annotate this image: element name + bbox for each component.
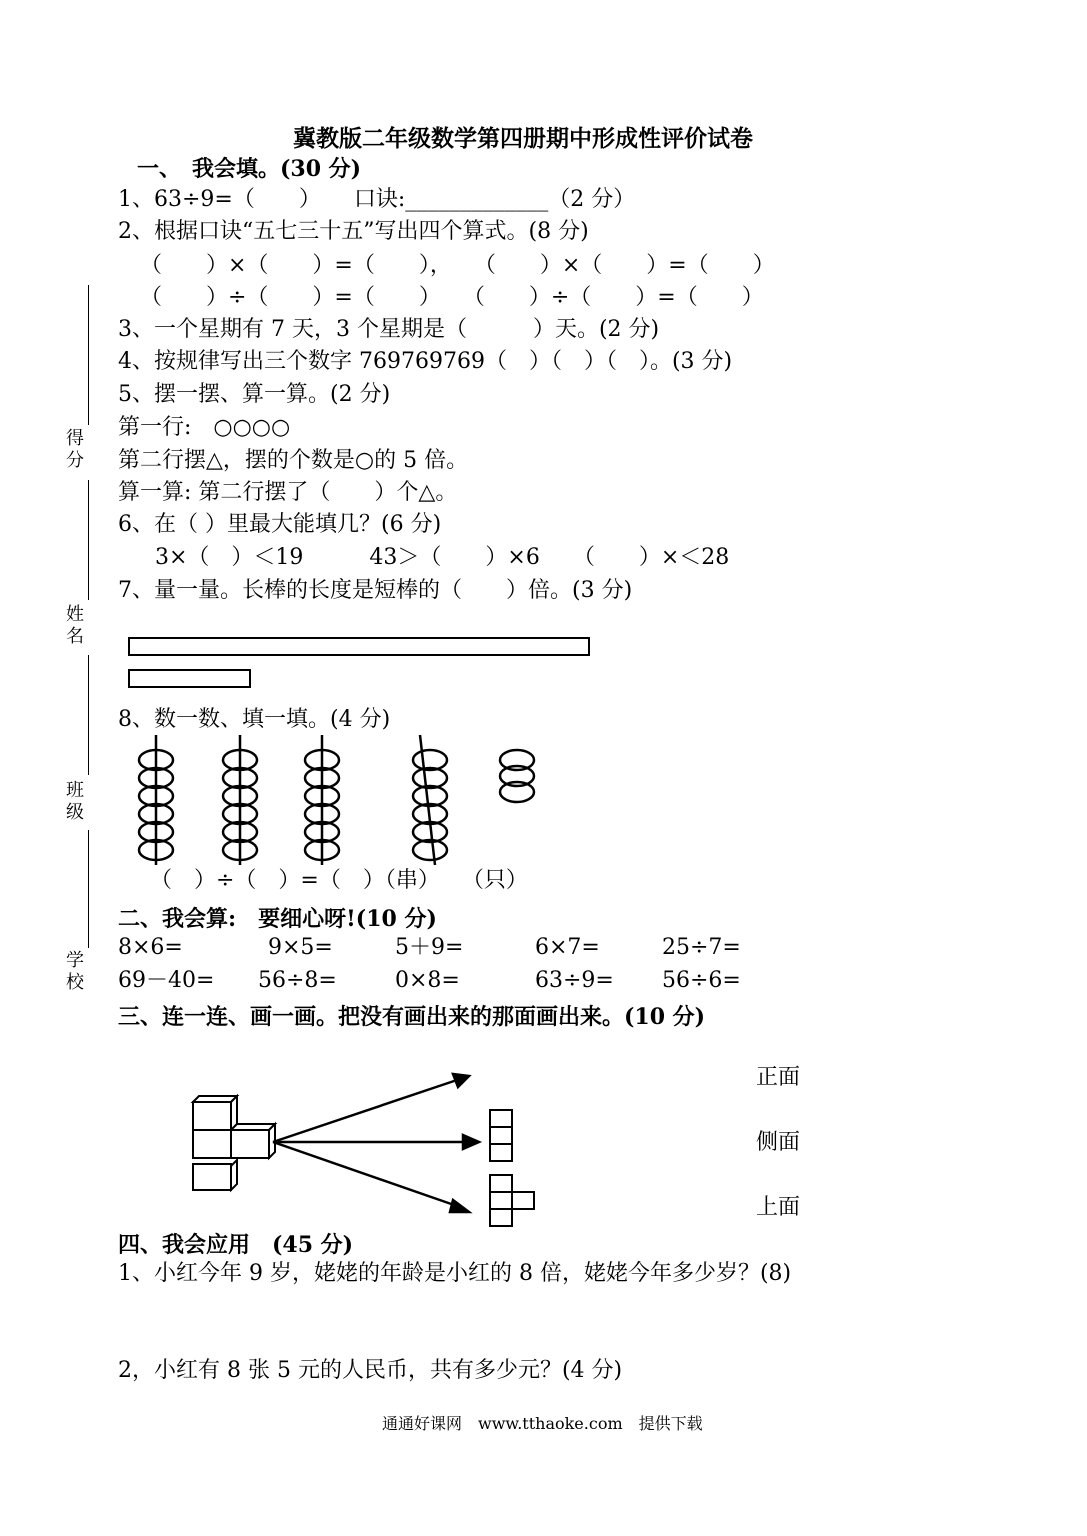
question-1-8-answer: （ ）÷（ ）=（ ）（串） （只） xyxy=(150,868,528,893)
section-3-heading: 三、连一连、画一画。把没有画出来的那面画出来。(10 分) xyxy=(118,1004,706,1030)
sidebar-line-1 xyxy=(88,285,89,425)
sidebar-line-2 xyxy=(88,480,89,600)
question-1-7: 7、量一量。长棒的长度是短棒的（ ）倍。(3 分) xyxy=(118,578,633,603)
question-1-4: 4、按规律写出三个数字 769769769（ ）（ ）（ ）。(3 分) xyxy=(118,349,733,374)
arrow-up xyxy=(273,1074,469,1142)
bead-string-2 xyxy=(223,735,257,865)
bead-string-4 xyxy=(413,735,447,865)
calc-2-3: 0×8= xyxy=(395,968,460,993)
question-1-5-line-3: 算一算: 第二行摆了（ ）个△。 xyxy=(118,480,458,505)
section-2-heading: 二、我会算: 要细心呀!(10 分) xyxy=(118,906,437,932)
calc-2-2: 56÷8= xyxy=(258,968,337,993)
cube-middle-left xyxy=(193,1130,231,1158)
page-title: 冀教版二年级数学第四册期中形成性评价试卷 xyxy=(293,125,753,152)
question-1-8: 8、数一数、填一填。(4 分) xyxy=(118,707,391,732)
section-4-heading: 四、我会应用 (45 分) xyxy=(118,1232,354,1258)
calc-2-1: 69－40= xyxy=(118,968,215,993)
apply-question-2: 2，小红有 8 张 5 元的人民币，共有多少元？(4 分) xyxy=(118,1358,623,1383)
loose-beads xyxy=(500,750,534,802)
apply-question-1: 1、小红今年 9 岁，姥姥的年龄是小红的 8 倍，姥姥今年多少岁？(8) xyxy=(118,1261,792,1286)
cube-top xyxy=(193,1096,237,1130)
footer-text: 通通好课网 www.tthaoke.com 提供下载 xyxy=(382,1414,703,1433)
section-1-heading: 一、 我会填。(30 分) xyxy=(137,156,362,182)
question-1-1: 1、63÷9=（ ） 口诀:_____________（2 分） xyxy=(118,187,636,212)
question-1-6: 6、在（ ）里最大能填几？(6 分) xyxy=(118,512,442,537)
sidebar-school-label: 学校 xyxy=(66,950,84,993)
arrow-middle xyxy=(273,1135,479,1149)
question-1-5-line-1: 第一行: ○○○○ xyxy=(118,415,291,440)
bead-strings-figure xyxy=(130,730,550,870)
view-shape-vertical xyxy=(490,1110,512,1161)
cube-middle-right xyxy=(231,1124,275,1158)
view-top-label: 上面 xyxy=(756,1195,801,1220)
calc-2-5: 56÷6= xyxy=(662,968,741,993)
question-1-2: 2、根据口诀“五七三十五”写出四个算式。(8 分) xyxy=(118,219,589,244)
sidebar-score-label: 得分 xyxy=(66,428,84,471)
sidebar-line-4 xyxy=(88,830,89,948)
sidebar-class-label: 班级 xyxy=(66,780,84,823)
arrow-down xyxy=(273,1142,469,1212)
view-front-label: 正面 xyxy=(756,1065,801,1090)
calc-1-3: 5＋9= xyxy=(395,935,464,960)
view-shape-t xyxy=(490,1175,534,1226)
question-1-5-line-2: 第二行摆△，摆的个数是○的 5 倍。 xyxy=(118,448,469,473)
calc-1-2: 9×5= xyxy=(268,935,333,960)
sidebar-name-label: 姓名 xyxy=(66,604,84,647)
question-1-2-row-2: （ ）÷（ ）=（ ） （ ）÷（ ）=（ ） xyxy=(140,285,764,310)
question-1-6-row: 3×（ ）＜19 43＞（ ）×6 （ ）×＜28 xyxy=(155,545,730,570)
short-bar xyxy=(128,669,251,688)
long-bar xyxy=(128,637,590,656)
sidebar-line-3 xyxy=(88,655,89,775)
question-1-5: 5、摆一摆、算一算。(2 分) xyxy=(118,382,391,407)
question-1-3: 3、一个星期有 7 天，3 个星期是（ ）天。(2 分) xyxy=(118,317,660,342)
calc-2-4: 63÷9= xyxy=(535,968,614,993)
cube-bottom xyxy=(193,1160,237,1190)
calc-1-4: 6×7= xyxy=(535,935,600,960)
bead-string-1 xyxy=(139,735,173,865)
bead-string-3 xyxy=(305,735,339,865)
cube-views-figure xyxy=(185,1060,555,1240)
calc-1-5: 25÷7= xyxy=(662,935,741,960)
view-side-label: 侧面 xyxy=(756,1130,801,1155)
question-1-2-row-1: （ ）×（ ）=（ ）， （ ）×（ ）=（ ） xyxy=(140,253,775,278)
calc-1-1: 8×6= xyxy=(118,935,183,960)
